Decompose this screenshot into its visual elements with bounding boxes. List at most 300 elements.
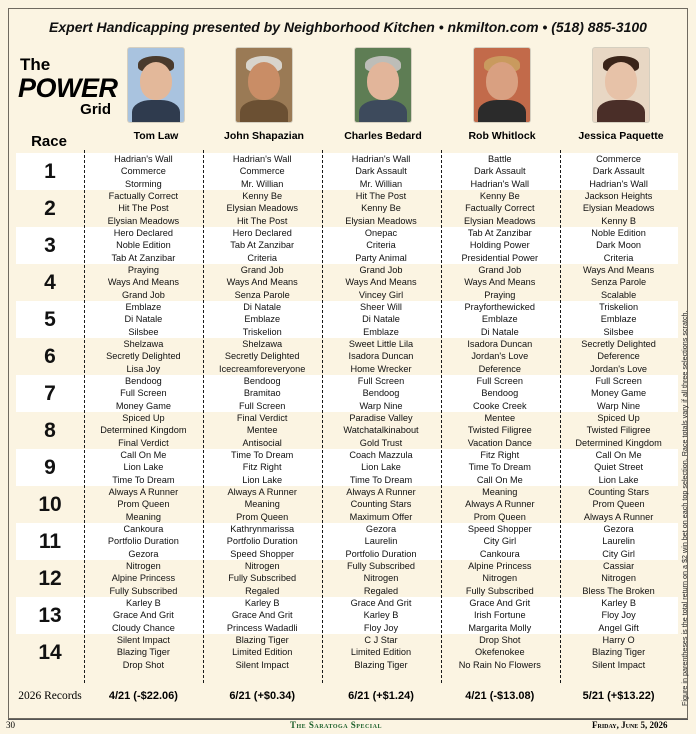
horse-pick: Always A Runner bbox=[108, 487, 179, 498]
horse-pick: Angel Gift bbox=[598, 622, 639, 633]
horse-pick: Meaning bbox=[125, 511, 162, 522]
horse-pick: Hadrian's Wall bbox=[470, 178, 530, 189]
handicapper-name: John Shapazian bbox=[224, 130, 304, 142]
horse-pick: Commerce bbox=[239, 166, 285, 177]
horse-pick: Full Screen bbox=[595, 376, 642, 387]
pick-cell bbox=[559, 523, 678, 560]
horse-pick: Bless The Broken bbox=[582, 585, 655, 596]
horse-pick: Emblaze bbox=[125, 302, 162, 313]
pick-cell bbox=[84, 523, 203, 560]
horse-pick: Floy Joy bbox=[363, 622, 399, 633]
horse-pick: Blazing Tiger bbox=[116, 647, 170, 658]
horse-pick: Blazing Tiger bbox=[354, 659, 408, 670]
picks-grid bbox=[16, 153, 678, 671]
horse-pick: Ways And Means bbox=[464, 277, 536, 288]
horse-pick: Gezora bbox=[128, 548, 159, 559]
pick-cell bbox=[440, 412, 559, 449]
horse-pick: Portfolio Duration bbox=[107, 536, 179, 547]
horse-pick: Fully Subscribed bbox=[228, 573, 297, 584]
horse-pick: Hero Declared bbox=[232, 228, 292, 239]
horse-pick: Speed Shopper bbox=[230, 548, 295, 559]
race-row bbox=[16, 190, 678, 227]
race-number: 9 bbox=[44, 455, 56, 479]
pick-cell bbox=[203, 264, 322, 301]
pick-cell bbox=[440, 523, 559, 560]
pick-cell bbox=[440, 338, 559, 375]
pick-cell bbox=[84, 486, 203, 523]
horse-pick: Floy Joy bbox=[601, 610, 636, 621]
pick-cell bbox=[84, 190, 203, 227]
pick-cell bbox=[203, 338, 322, 375]
horse-pick: Hit The Post bbox=[237, 215, 288, 226]
race-row bbox=[16, 227, 678, 264]
horse-pick: Karley B bbox=[601, 598, 636, 609]
horse-pick: Jordan's Love bbox=[471, 351, 529, 362]
race-number: 13 bbox=[38, 603, 62, 627]
horse-pick: City Girl bbox=[483, 536, 517, 547]
pick-cell bbox=[322, 486, 441, 523]
horse-pick: Isadora Duncan bbox=[348, 351, 414, 362]
horse-pick: Bendoog bbox=[125, 376, 162, 387]
pick-cell bbox=[203, 560, 322, 597]
horse-pick: Time To Dream bbox=[112, 474, 175, 485]
horse-pick: Prom Queen bbox=[473, 511, 526, 522]
horse-pick: Kenny Be bbox=[242, 191, 283, 202]
race-number: 12 bbox=[38, 566, 62, 590]
horse-pick: Praying bbox=[127, 265, 159, 276]
horse-pick: Spiced Up bbox=[597, 413, 640, 424]
pick-cell bbox=[322, 560, 441, 597]
horse-pick: Time To Dream bbox=[231, 450, 294, 461]
horse-pick: Noble Edition bbox=[116, 240, 171, 251]
horse-pick: C J Star bbox=[364, 635, 398, 646]
horse-pick: Nitrogen bbox=[244, 561, 280, 572]
pick-cell bbox=[440, 634, 559, 671]
horse-pick: Lion Lake bbox=[123, 462, 164, 473]
horse-pick: Limited Edition bbox=[232, 647, 293, 658]
pick-cell bbox=[559, 560, 678, 597]
pick-cell bbox=[84, 153, 203, 190]
horse-pick: Grand Job bbox=[240, 265, 284, 276]
pick-cell bbox=[440, 375, 559, 412]
horse-pick: Lion Lake bbox=[242, 474, 283, 485]
horse-pick: Regaled bbox=[363, 585, 399, 596]
horse-pick: Grace And Grit bbox=[113, 610, 174, 621]
horse-pick: Prom Queen bbox=[117, 499, 170, 510]
record-value: 6/21 (+$1.24) bbox=[348, 690, 414, 702]
headshot-photo bbox=[236, 48, 292, 122]
pick-cell bbox=[84, 338, 203, 375]
horse-pick: Shelzawa bbox=[242, 339, 283, 350]
pick-cell bbox=[322, 634, 441, 671]
pick-cell bbox=[203, 597, 322, 634]
horse-pick: Prom Queen bbox=[592, 499, 645, 510]
horse-pick: Watchatalkinabout bbox=[343, 425, 419, 436]
horse-pick: Lisa Joy bbox=[126, 363, 161, 374]
race-number: 10 bbox=[38, 492, 62, 516]
record-value: 4/21 (-$13.08) bbox=[465, 690, 535, 702]
horse-pick: Kenny B bbox=[601, 215, 636, 226]
horse-pick: Cankoura bbox=[479, 548, 520, 559]
pick-cell bbox=[322, 375, 441, 412]
handicapper-rob-whitlock bbox=[442, 48, 562, 142]
race-number: 8 bbox=[44, 418, 56, 442]
horse-pick: Elysian Meadows bbox=[107, 215, 180, 226]
horse-pick: Ways And Means bbox=[345, 277, 417, 288]
horse-pick: Di Natale bbox=[480, 326, 519, 337]
horse-pick: Fitz Right bbox=[242, 462, 282, 473]
horse-pick: Storming bbox=[125, 178, 162, 189]
horse-pick: Nitrogen bbox=[482, 573, 518, 584]
pick-cell bbox=[84, 597, 203, 634]
horse-pick: Commerce bbox=[120, 166, 166, 177]
horse-pick: Cankoura bbox=[123, 524, 164, 535]
horse-pick: City Girl bbox=[602, 548, 635, 559]
pick-cell bbox=[440, 449, 559, 486]
pick-cell bbox=[440, 227, 559, 264]
handicapper-name: Charles Bedard bbox=[344, 130, 422, 142]
column-divider bbox=[203, 150, 204, 683]
pick-cell bbox=[559, 597, 678, 634]
pick-cell bbox=[322, 449, 441, 486]
pick-cell bbox=[440, 153, 559, 190]
race-row bbox=[16, 634, 678, 671]
horse-pick: Di Natale bbox=[124, 314, 163, 325]
horse-pick: Prom Queen bbox=[236, 511, 289, 522]
handicapper-name: Jessica Paquette bbox=[578, 130, 664, 142]
horse-pick: Factually Correct bbox=[465, 203, 535, 214]
pick-cell bbox=[322, 338, 441, 375]
horse-pick: Silent Impact bbox=[235, 659, 289, 670]
horse-pick: Nitrogen bbox=[363, 573, 399, 584]
pick-cell bbox=[203, 301, 322, 338]
pick-cell bbox=[322, 153, 441, 190]
record-value: 4/21 (-$22.06) bbox=[108, 690, 178, 702]
handicapper-tom-law bbox=[96, 48, 216, 142]
race-row bbox=[16, 449, 678, 486]
horse-pick: Call On Me bbox=[120, 450, 167, 461]
horse-pick: Karley B bbox=[126, 598, 161, 609]
pick-cell bbox=[84, 301, 203, 338]
pick-cell bbox=[203, 227, 322, 264]
horse-pick: Isadora Duncan bbox=[467, 339, 533, 350]
pick-cell bbox=[440, 301, 559, 338]
horse-pick: Senza Parole bbox=[234, 289, 290, 300]
horse-pick: Call On Me bbox=[476, 474, 523, 485]
race-row bbox=[16, 338, 678, 375]
pick-cell bbox=[559, 634, 678, 671]
horse-pick: Gezora bbox=[365, 524, 397, 535]
horse-pick: Twisted Filigree bbox=[467, 425, 532, 436]
column-divider bbox=[441, 150, 442, 683]
pick-cell bbox=[559, 301, 678, 338]
horse-pick: Tab At Zanzibar bbox=[111, 252, 176, 263]
column-divider bbox=[560, 150, 561, 683]
horse-pick: Emblaze bbox=[600, 314, 637, 325]
pick-cell bbox=[203, 486, 322, 523]
horse-pick: Gezora bbox=[603, 524, 634, 535]
race-row bbox=[16, 597, 678, 634]
horse-pick: Time To Dream bbox=[468, 462, 531, 473]
horse-pick: Grand Job bbox=[121, 289, 165, 300]
pick-cell bbox=[84, 449, 203, 486]
horse-pick: Dark Assault bbox=[592, 166, 645, 177]
race-number: 1 bbox=[44, 159, 56, 183]
horse-pick: Always A Runner bbox=[465, 499, 535, 510]
horse-pick: Cooke Creek bbox=[472, 400, 527, 411]
horse-pick: Emblaze bbox=[481, 314, 518, 325]
horse-pick: Ways And Means bbox=[107, 277, 179, 288]
horse-pick: Counting Stars bbox=[350, 499, 412, 510]
pick-cell bbox=[84, 227, 203, 264]
horse-pick: Lion Lake bbox=[598, 474, 639, 485]
horse-pick: Mentee bbox=[246, 425, 278, 436]
race-number: 11 bbox=[38, 529, 62, 553]
horse-pick: Cassiar bbox=[603, 561, 635, 572]
horse-pick: Fully Subscribed bbox=[465, 585, 534, 596]
horse-pick: Money Game bbox=[115, 400, 171, 411]
horse-pick: Hadrian's Wall bbox=[589, 178, 648, 189]
horse-pick: Quiet Street bbox=[594, 462, 644, 473]
horse-pick: Princess Wadadli bbox=[226, 622, 298, 633]
horse-pick: Portfolio Duration bbox=[345, 548, 417, 559]
horse-pick: Meaning bbox=[244, 499, 280, 510]
horse-pick: Drop Shot bbox=[479, 635, 521, 646]
column-divider bbox=[322, 150, 323, 683]
horse-pick: Always A Runner bbox=[227, 487, 297, 498]
record-value: 5/21 (+$13.22) bbox=[582, 690, 655, 702]
horse-pick: Regaled bbox=[245, 585, 280, 596]
page-number: 30 bbox=[6, 720, 15, 730]
horse-pick: Determined Kingdom bbox=[575, 437, 662, 448]
horse-pick: Silent Impact bbox=[592, 659, 646, 670]
horse-pick: Bendoog bbox=[362, 388, 400, 399]
horse-pick: Noble Edition bbox=[591, 228, 646, 239]
pick-cell bbox=[84, 412, 203, 449]
pick-cell bbox=[203, 375, 322, 412]
horse-pick: Kenny Be bbox=[479, 191, 520, 202]
horse-pick: Home Wrecker bbox=[350, 363, 412, 374]
horse-pick: Sweet Little Lila bbox=[348, 339, 414, 350]
horse-pick: Grand Job bbox=[478, 265, 522, 276]
horse-pick: Silent Impact bbox=[116, 635, 170, 646]
pick-cell bbox=[559, 227, 678, 264]
horse-pick: Maximum Offer bbox=[349, 511, 413, 522]
horse-pick: Blazing Tiger bbox=[235, 635, 289, 646]
horse-pick: Fitz Right bbox=[480, 450, 520, 461]
horse-pick: Grace And Grit bbox=[469, 598, 531, 609]
pick-cell bbox=[440, 190, 559, 227]
horse-pick: Presidential Power bbox=[461, 252, 539, 263]
horse-pick: Elysian Meadows bbox=[345, 215, 417, 226]
horse-pick: Jordan's Love bbox=[590, 363, 648, 374]
horse-pick: Tab At Zanzibar bbox=[230, 240, 295, 251]
horse-pick: Ways And Means bbox=[583, 265, 655, 276]
horse-pick: Karley B bbox=[363, 610, 399, 621]
race-row bbox=[16, 486, 678, 523]
horse-pick: Bendoog bbox=[481, 388, 519, 399]
race-row bbox=[16, 153, 678, 190]
horse-pick: Vacation Dance bbox=[467, 437, 532, 448]
horse-pick: Kathrynmarissa bbox=[230, 524, 295, 535]
horse-pick: Di Natale bbox=[362, 314, 400, 325]
horse-pick: Hit The Post bbox=[355, 191, 407, 202]
pick-cell bbox=[84, 560, 203, 597]
race-number: 6 bbox=[44, 344, 56, 368]
race-column-header: Race bbox=[31, 133, 67, 150]
horse-pick: Di Natale bbox=[243, 302, 282, 313]
horse-pick: Factually Correct bbox=[108, 191, 179, 202]
headshot-photo bbox=[593, 48, 649, 122]
horse-pick: Full Screen bbox=[357, 376, 405, 387]
horse-pick: Party Animal bbox=[355, 252, 407, 263]
race-row bbox=[16, 412, 678, 449]
race-number: 14 bbox=[38, 640, 62, 664]
horse-pick: Jackson Heights bbox=[584, 191, 653, 202]
horse-pick: Coach Mazzula bbox=[349, 450, 413, 461]
horse-pick: Time To Dream bbox=[349, 474, 413, 485]
pick-cell bbox=[559, 412, 678, 449]
horse-pick: Limited Edition bbox=[350, 647, 412, 658]
race-number: 3 bbox=[44, 233, 56, 257]
pick-cell bbox=[559, 338, 678, 375]
horse-pick: Hero Declared bbox=[113, 228, 174, 239]
pick-cell bbox=[203, 523, 322, 560]
horse-pick: Spiced Up bbox=[122, 413, 165, 424]
horse-pick: Bramitao bbox=[243, 388, 281, 399]
horse-pick: Mentee bbox=[484, 413, 516, 424]
horse-pick: Always A Runner bbox=[346, 487, 416, 498]
horse-pick: Full Screen bbox=[238, 400, 286, 411]
handicapper-john-shapazian bbox=[204, 48, 324, 142]
race-row bbox=[16, 264, 678, 301]
pick-cell bbox=[440, 560, 559, 597]
horse-pick: Onepac bbox=[364, 228, 398, 239]
horse-pick: Drop Shot bbox=[122, 659, 165, 670]
race-row bbox=[16, 560, 678, 597]
horse-pick: Irish Fortune bbox=[474, 610, 526, 621]
horse-pick: Counting Stars bbox=[588, 487, 649, 498]
race-row bbox=[16, 301, 678, 338]
pick-cell bbox=[84, 264, 203, 301]
horse-pick: Laurelin bbox=[602, 536, 635, 547]
pick-cell bbox=[440, 597, 559, 634]
horse-pick: Triskelion bbox=[599, 302, 639, 313]
horse-pick: Ways And Means bbox=[226, 277, 298, 288]
horse-pick: Secretly Delighted bbox=[581, 339, 656, 350]
horse-pick: Hadrian's Wall bbox=[114, 154, 173, 165]
records-label: 2026 Records bbox=[18, 690, 82, 702]
records-row bbox=[16, 683, 678, 709]
pick-cell bbox=[322, 523, 441, 560]
publication-name: The Saratoga Special bbox=[290, 720, 382, 730]
horse-pick: Fully Subscribed bbox=[109, 585, 178, 596]
horse-pick: Deference bbox=[597, 351, 640, 362]
horse-pick: Secretly Delighted bbox=[106, 351, 181, 362]
horse-pick: Grace And Grit bbox=[350, 598, 412, 609]
handicapper-name: Tom Law bbox=[133, 130, 179, 142]
pick-cell bbox=[322, 597, 441, 634]
pick-cell bbox=[559, 375, 678, 412]
horse-pick: Full Screen bbox=[476, 376, 524, 387]
horse-pick: Praying bbox=[484, 289, 516, 300]
horse-pick: Full Screen bbox=[120, 388, 167, 399]
horse-pick: Warp Nine bbox=[359, 400, 403, 411]
horse-pick: Cloudy Chance bbox=[111, 622, 175, 633]
handicapper-jessica-paquette bbox=[561, 48, 681, 142]
horse-pick: Gold Trust bbox=[359, 437, 403, 448]
horse-pick: Elysian Meadows bbox=[464, 215, 536, 226]
sponsor-banner: Expert Handicapping presented by Neighborhood Kitchen • nkmilton.com • (518) 885-3100 bbox=[49, 19, 647, 35]
horse-pick: Icecreamforeveryone bbox=[219, 363, 306, 374]
horse-pick: Holding Power bbox=[469, 240, 530, 251]
horse-pick: Okefenokee bbox=[475, 647, 525, 658]
handicapper-name: Rob Whitlock bbox=[468, 130, 536, 142]
horse-pick: Meaning bbox=[482, 487, 518, 498]
title-grid: Grid bbox=[80, 101, 111, 118]
pick-cell bbox=[559, 486, 678, 523]
horse-pick: Elysian Meadows bbox=[582, 203, 655, 214]
horse-pick: Senza Parole bbox=[591, 277, 647, 288]
horse-pick: Shelzawa bbox=[123, 339, 164, 350]
horse-pick: Call On Me bbox=[595, 450, 642, 461]
record-value: 6/21 (+$0.34) bbox=[229, 690, 296, 702]
horse-pick: Money Game bbox=[591, 388, 647, 399]
pick-cell bbox=[203, 190, 322, 227]
pick-cell bbox=[559, 449, 678, 486]
horse-pick: Tab At Zanzibar bbox=[467, 228, 532, 239]
horse-pick: Grace And Grit bbox=[231, 610, 293, 621]
horse-pick: Warp Nine bbox=[597, 400, 641, 411]
horse-pick: Secretly Delighted bbox=[224, 351, 300, 362]
horse-pick: Grand Job bbox=[359, 265, 403, 276]
horse-pick: Harry O bbox=[602, 635, 635, 646]
title-power: POWER bbox=[18, 73, 118, 103]
pick-cell bbox=[440, 264, 559, 301]
pick-cell bbox=[203, 449, 322, 486]
horse-pick: Elysian Meadows bbox=[226, 203, 298, 214]
horse-pick: Bendoog bbox=[243, 376, 281, 387]
horse-pick: Dark Assault bbox=[474, 166, 526, 177]
horse-pick: Paradise Valley bbox=[349, 413, 413, 424]
race-number: 7 bbox=[44, 381, 56, 405]
pick-cell bbox=[559, 190, 678, 227]
horse-pick: Laurelin bbox=[364, 536, 398, 547]
horse-pick: Criteria bbox=[247, 252, 277, 263]
horse-pick: Alpine Princess bbox=[111, 573, 176, 584]
headshot-photo bbox=[128, 48, 184, 122]
horse-pick: Emblaze bbox=[363, 326, 399, 337]
race-row bbox=[16, 375, 678, 412]
issue-date: Friday, June 5, 2026 bbox=[592, 720, 668, 730]
horse-pick: Nitrogen bbox=[126, 561, 161, 572]
pick-cell bbox=[203, 153, 322, 190]
horse-pick: Antisocial bbox=[242, 437, 282, 448]
headshot-photo bbox=[474, 48, 530, 122]
horse-pick: Hit The Post bbox=[118, 203, 169, 214]
horse-pick: Margarita Molly bbox=[468, 622, 532, 633]
race-number: 2 bbox=[44, 196, 56, 220]
race-row bbox=[16, 523, 678, 560]
horse-pick: Criteria bbox=[366, 240, 396, 251]
horse-pick: Vincey Girl bbox=[358, 289, 404, 300]
horse-pick: Criteria bbox=[603, 252, 634, 263]
pick-cell bbox=[322, 412, 441, 449]
horse-pick: Hadrian's Wall bbox=[232, 154, 292, 165]
horse-pick: Mr. Willian bbox=[359, 178, 403, 189]
horse-pick: Dark Assault bbox=[355, 166, 407, 177]
horse-pick: Scalable bbox=[600, 289, 637, 300]
